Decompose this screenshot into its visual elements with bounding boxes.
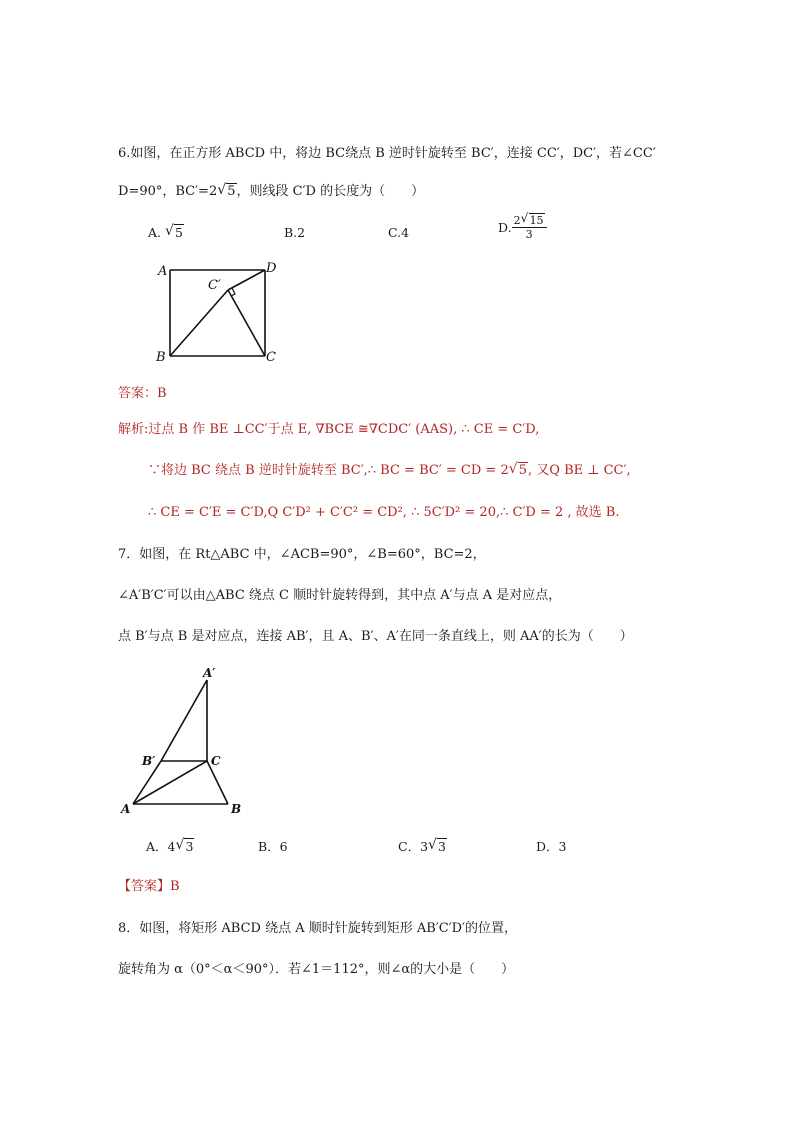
q7-answer: 【答案】B — [118, 879, 180, 894]
q6-solution-2: ∵将边 BC 绕点 B 逆时针旋转至 BC′,∴ BC = BC′ = CD = 2 √ 5, 又Q BE ⊥ CC′, — [148, 461, 631, 478]
q6-solution-3: ∴ CE = C′E = C′D,Q C′D² + C′C² = CD², ∴ 5C′D² = 20,∴ C′D = 2 , 故选 B. — [148, 505, 620, 520]
q6-option-d: D. 2 √ 15 3 — [498, 214, 547, 241]
q6-option-c: C.4 — [388, 225, 410, 240]
q6-line-1: 6.如图，在正方形 ABCD 中，将边 BC绕点 B 逆时针旋转至 BC′，连接 CC′，DC′，若∠CC′ — [118, 146, 656, 161]
q7-option-d: D．3 — [536, 839, 567, 854]
q6-solution-1: 解析:过点 B 作 BE ⊥CC′于点 E, ∇BCE ≅∇CDC′ (AAS), ∴ CE = C′D, — [118, 422, 540, 437]
q7-line-3: 点 B′与点 B 是对应点，连接 AB′，且 A、B′、A′在同一条直线上，则 AA′的长为（ ） — [118, 629, 633, 644]
q7-option-c: C．3 √ 3 — [398, 837, 446, 854]
q6-option-a: A. √ 5 — [148, 223, 183, 240]
q7-option-b: B．6 — [258, 839, 288, 854]
q7-label-b: B — [231, 802, 242, 816]
q7-line-2: ∠A′B′C′可以由△ABC 绕点 C 顺时针旋转得到，其中点 A′与点 A 是对应点， — [118, 588, 562, 603]
q6-line-2-start: D=90°，BC′=2 — [118, 184, 218, 199]
q6-label-b: B — [156, 350, 166, 365]
q6-line-2 — [118, 183, 424, 201]
q6-square-figure — [150, 258, 290, 368]
q6-answer: 答案：B — [118, 386, 167, 401]
sqrt-symbol: √ 5 — [508, 461, 528, 478]
q6-line-2-end: ，则线段 C′D 的长度为（ ） — [236, 184, 425, 199]
q6-option-b: B.2 — [284, 225, 306, 240]
sqrt-symbol: √ 5 — [165, 223, 183, 240]
q7-label-a: A — [121, 802, 131, 816]
q6-label-d: D — [266, 261, 277, 276]
q7-label-bprime: B′ — [142, 754, 156, 768]
q7-label-c: C — [211, 754, 221, 768]
q7-label-aprime: A′ — [203, 666, 216, 680]
q7-option-a: A．4 √ 3 — [146, 837, 194, 854]
q8-line-2: 旋转角为 α（0°＜α＜90°）．若∠1＝112°，则∠α的大小是（ ） — [118, 962, 515, 977]
sqrt-symbol: √ 5 — [217, 182, 236, 199]
fraction: 2 √ 15 3 — [512, 214, 547, 241]
sqrt-symbol: √ 3 — [175, 837, 194, 854]
q7-line-1: 7．如图，在 Rt△ABC 中，∠ACB=90°，∠B=60°，BC=2， — [118, 547, 486, 562]
q8-line-1: 8．如图，将矩形 ABCD 绕点 A 顺时针旋转到矩形 AB′C′D′的位置， — [118, 921, 518, 936]
sqrt-symbol: √ 3 — [428, 837, 446, 854]
q6-label-c: C — [266, 350, 276, 365]
q6-label-a: A — [158, 264, 168, 279]
q6-label-cprime: C′ — [208, 278, 221, 293]
q7-triangle-figure — [115, 662, 265, 822]
